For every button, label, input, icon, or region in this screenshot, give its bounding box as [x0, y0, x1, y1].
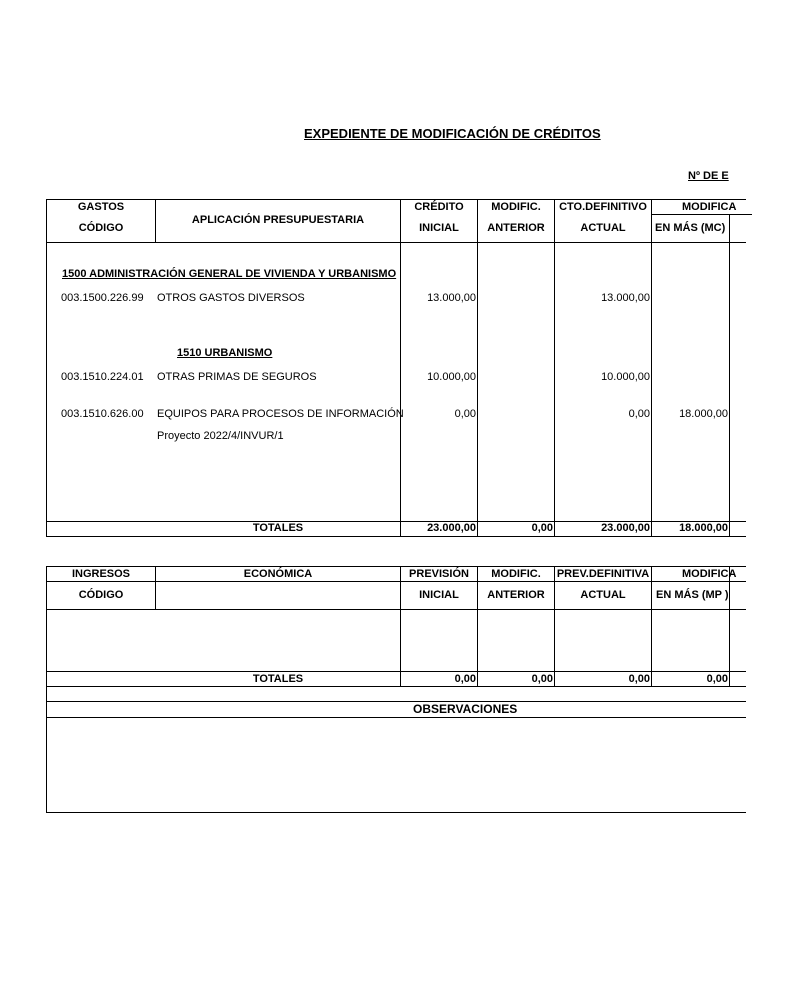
- header-codigo: CÓDIGO: [78, 589, 124, 601]
- header-inicial: INICIAL: [419, 589, 459, 601]
- header-prevision: PREVISIÓN: [409, 568, 469, 580]
- row-description: EQUIPOS PARA PROCESOS DE INFORMACIÓN: [157, 408, 404, 420]
- row-actual: 13.000,00: [601, 292, 650, 304]
- header-actual: ACTUAL: [580, 222, 626, 234]
- header-inicial: INICIAL: [419, 222, 459, 234]
- header-economica: ECONÓMICA: [243, 568, 313, 580]
- total-actual: 23.000,00: [601, 522, 650, 534]
- total-inicial: 23.000,00: [427, 522, 476, 534]
- header-cto-definitivo: CTO.DEFINITIVO: [559, 201, 647, 213]
- row-description: OTRAS PRIMAS DE SEGUROS: [157, 371, 317, 383]
- row-code: 003.1510.626.00: [61, 408, 144, 420]
- header-prev-definitiva: PREV.DEFINITIVA: [556, 568, 650, 580]
- header-anterior: ANTERIOR: [487, 589, 545, 601]
- total-en-mas: 0,00: [706, 673, 728, 685]
- header-credito: CRÉDITO: [414, 201, 464, 213]
- totals-label: TOTALES: [252, 522, 304, 534]
- header-codigo: CÓDIGO: [78, 222, 124, 234]
- row-actual: 0,00: [628, 408, 650, 420]
- total-en-mas: 18.000,00: [679, 522, 728, 534]
- total-anterior: 0,00: [531, 522, 553, 534]
- observaciones-label: OBSERVACIONES: [413, 702, 518, 716]
- row-inicial: 10.000,00: [427, 371, 476, 383]
- header-modific: MODIFIC.: [491, 568, 541, 580]
- row-description: OTROS GASTOS DIVERSOS: [157, 292, 305, 304]
- row-en-mas: 18.000,00: [679, 408, 728, 420]
- header-modifica: MODIFICA: [682, 568, 737, 580]
- header-anterior: ANTERIOR: [487, 222, 545, 234]
- row-project: Proyecto 2022/4/INVUR/1: [157, 430, 284, 442]
- totals-label: TOTALES: [252, 673, 304, 685]
- header-en-mas-mp: EN MÁS (MP ): [656, 589, 729, 601]
- section-heading: 1500 ADMINISTRACIÓN GENERAL DE VIVIENDA Y URBANISMO: [62, 268, 397, 280]
- expedient-number-label: Nº DE E: [688, 170, 729, 182]
- header-en-mas-mc: EN MÁS (MC): [655, 222, 726, 234]
- total-inicial: 0,00: [454, 673, 476, 685]
- header-modifica: MODIFICA: [682, 201, 737, 213]
- row-code: 003.1510.224.01: [61, 371, 144, 383]
- header-aplicacion: APLICACIÓN PRESUPUESTARIA: [191, 214, 365, 226]
- header-actual: ACTUAL: [580, 589, 626, 601]
- total-actual: 0,00: [628, 673, 650, 685]
- header-modific: MODIFIC.: [491, 201, 541, 213]
- total-anterior: 0,00: [531, 673, 553, 685]
- row-inicial: 0,00: [454, 408, 476, 420]
- row-actual: 10.000,00: [601, 371, 650, 383]
- row-code: 003.1500.226.99: [61, 292, 144, 304]
- header-gastos: GASTOS: [77, 201, 125, 213]
- section-heading: 1510 URBANISMO: [177, 347, 273, 359]
- row-inicial: 13.000,00: [427, 292, 476, 304]
- header-ingresos: INGRESOS: [71, 568, 131, 580]
- page-title: EXPEDIENTE DE MODIFICACIÓN DE CRÉDITOS: [304, 126, 601, 141]
